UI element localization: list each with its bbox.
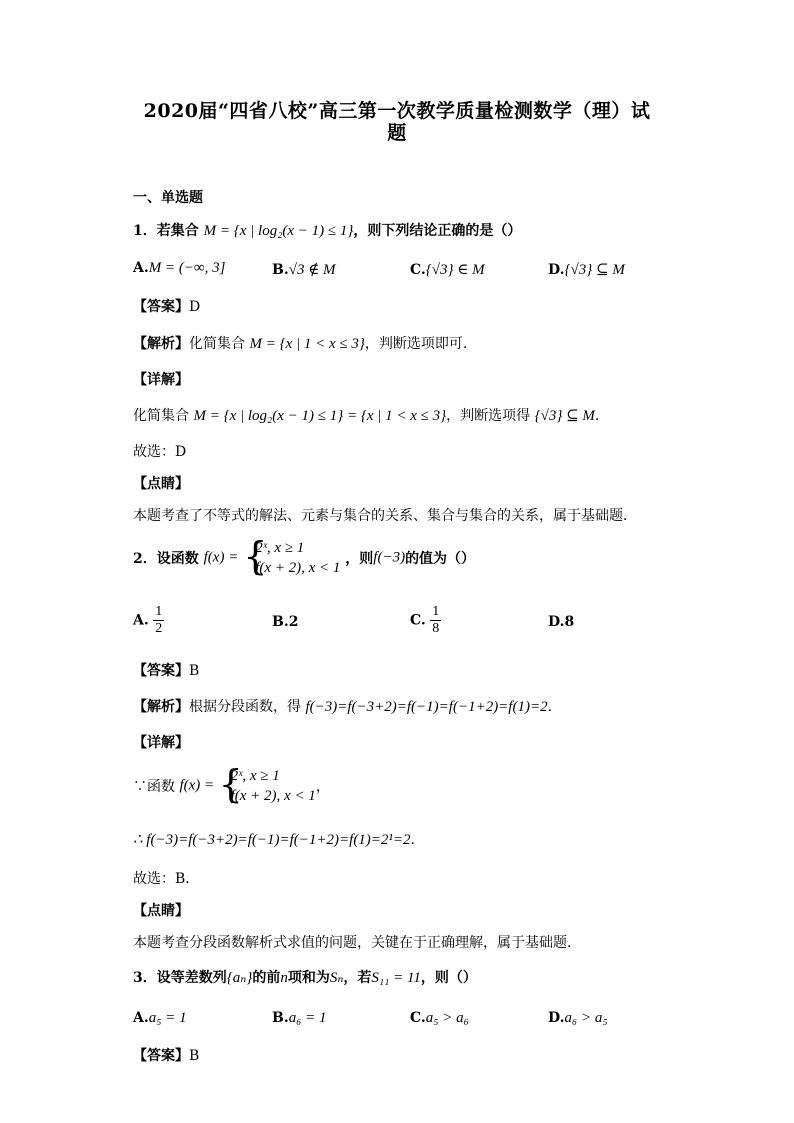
q1-number: 1． bbox=[133, 223, 157, 239]
q2-analysis: 【解析】根据分段函数，得 f(−3)=f(−3+2)=f(−1)=f(−1+2)=f(1)=2. bbox=[133, 699, 553, 715]
q1-detail-label: 【详解】 bbox=[133, 372, 189, 388]
q1-text-b: ，则下列结论正确的是（） bbox=[353, 223, 522, 239]
q1-stem bbox=[133, 220, 521, 240]
q1-detail: 化简集合 M = {x | log₂(x − 1) ≤ 1} = {x | 1 < x ≤ 3}，判断选项得 {√3} ⊆ M. bbox=[133, 408, 600, 424]
q2-choice: 故选：B． bbox=[133, 871, 200, 887]
q3-option-d: D.a₆ > a₅ bbox=[548, 1010, 608, 1026]
q2-detail-piecewise: { 2ˣ, x ≥ 1 f(x + 2), x < 1 bbox=[218, 762, 316, 806]
q2-answer: 【答案】B bbox=[133, 663, 200, 679]
q2-detail: ∵函数 f(x) = { 2ˣ, x ≥ 1 f(x + 2), x < 1 ， bbox=[133, 762, 330, 806]
q2-option-d: D.8 bbox=[548, 614, 575, 630]
q2-option-c: C. $\frac{1}{8}$ bbox=[410, 604, 440, 636]
q1-comment: 本题考查了不等式的解法、元素与集合的关系、集合与集合的关系，属于基础题． bbox=[133, 508, 637, 524]
q1-set-expr: M = {x | log₂(x − 1) ≤ 1} bbox=[203, 223, 354, 239]
q1-text-a: 若集合 bbox=[156, 223, 199, 239]
brace-symbol: { bbox=[243, 534, 268, 578]
q1-option-b: B.√3 ∉ M bbox=[272, 262, 336, 278]
doc-title-line1: 2020届“四省八校”高三第一次教学质量检测数学（理）试 bbox=[143, 100, 651, 122]
q2-option-b: B.2 bbox=[272, 614, 299, 630]
section-heading: 一、单选题 bbox=[133, 190, 203, 206]
q3-stem: 3．设等差数列{aₙ}的前n项和为Sₙ，若S₁₁ = 11，则（） bbox=[133, 970, 477, 986]
q3-option-a: A.a₅ = 1 bbox=[133, 1010, 187, 1026]
q2-piecewise: { 2ˣ, x ≥ 1 f(x + 2), x < 1 bbox=[243, 534, 341, 578]
q3-answer: 【答案】B bbox=[133, 1048, 200, 1064]
q3-option-c: C.a₅ > a₆ bbox=[410, 1010, 469, 1026]
q2-comment-label: 【点睛】 bbox=[133, 903, 189, 919]
q2-stem: 2．设函数 f(x) = { 2ˣ, x ≥ 1 f(x + 2), x < 1 ，则f(−3)的值为（） bbox=[133, 534, 476, 578]
q1-comment-label: 【点睛】 bbox=[133, 476, 189, 492]
q1-option-d: D.{√3} ⊆ M bbox=[548, 262, 625, 278]
q1-analysis: 【解析】化简集合 M = {x | 1 < x ≤ 3}，判断选项即可. bbox=[133, 336, 468, 352]
brace-symbol: { bbox=[218, 762, 243, 806]
q3-option-b: B.a₆ = 1 bbox=[272, 1010, 327, 1026]
q1-option-a: A.M = (−∞, 3] bbox=[133, 260, 226, 276]
doc-title-line2: 题 bbox=[387, 122, 407, 144]
q2-detail-label: 【详解】 bbox=[133, 735, 189, 751]
q1-answer: 【答案】D bbox=[133, 299, 201, 315]
q2-detail-line2: ∴ f(−3)=f(−3+2)=f(−1)=f(−1+2)=f(1)=2¹=2. bbox=[133, 832, 415, 848]
q1-choice: 故选：D bbox=[133, 444, 187, 460]
q2-comment: 本题考查分段函数解析式求值的问题，关键在于正确理解，属于基础题． bbox=[133, 935, 581, 951]
q1-option-c: C.{√3} ∈ M bbox=[410, 262, 485, 278]
q2-option-a: A. $\frac{1}{2}$ bbox=[133, 604, 163, 636]
